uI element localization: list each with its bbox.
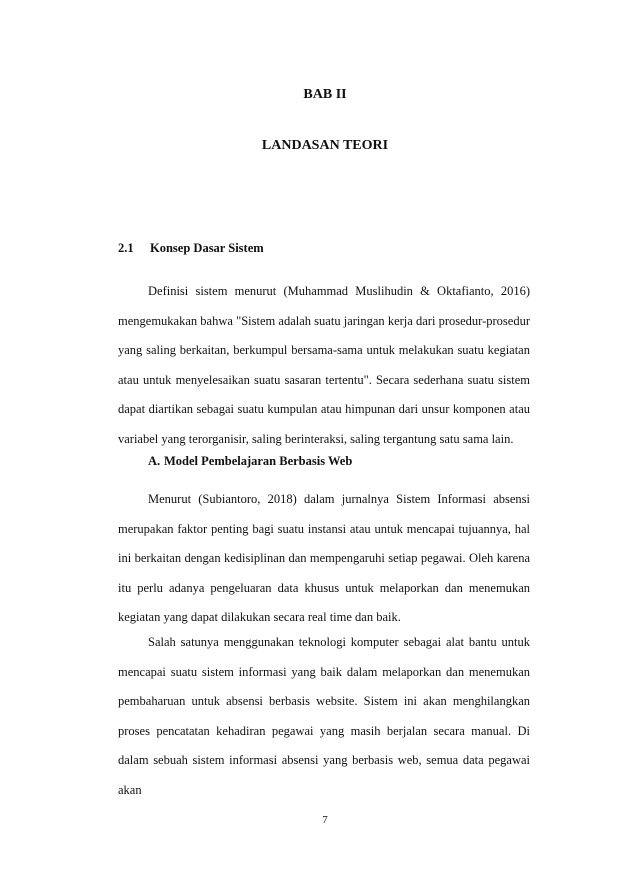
paragraph-absensi: Menurut (Subiantoro, 2018) dalam jurnalnya Sistem Informasi absensi merupakan faktor penting bagi suatu instansi atau untuk mencapai tujuannya, hal ini berkaitan dengan kedisiplinan dan mempengaruhi setiap pegawai. Oleh karena itu perlu adanya pengeluaran data khusus untuk melaporkan dan menemukan kegiatan yang dapat dilakukan secara real time dan baik. <box>118 492 530 624</box>
subsection-number: A. <box>148 454 161 468</box>
subsection-title: Model Pembelajaran Berbasis Web <box>164 454 353 468</box>
subsection-heading <box>148 454 352 469</box>
paragraph-teknologi: Salah satunya menggunakan teknologi komputer sebagai alat bantu untuk mencapai suatu sistem informasi yang baik dalam melaporkan dan menemukan pembaharuan untuk absensi berbasis website. Sistem ini akan menghilangkan proses pencatatan kehadiran pegawai yang masih berjalan secara manual. Di dalam sebuah sistem informasi absensi yang berbasis web, semua data pegawai akan <box>118 635 530 797</box>
section-number: 2.1 <box>118 241 134 255</box>
paragraph-definition: Definisi sistem menurut (Muhammad Muslihudin & Oktafianto, 2016) mengemukakan bahwa "Sistem adalah suatu jaringan kerja dari prosedur-prosedur yang saling berkaitan, berkumpul bersama-sama untuk melakukan suatu kegiatan atau untuk menyelesaikan suatu sasaran tertentu". Secara sederhana suatu sistem dapat diartikan sebagai suatu kumpulan atau himpunan dari unsur komponen atau variabel yang terorganisir, saling berinteraksi, saling tergantung satu sama lain. <box>118 284 530 446</box>
chapter-title: LANDASAN TEORI <box>261 138 389 153</box>
section-heading <box>118 241 264 256</box>
chapter-label: BAB II <box>303 87 347 102</box>
page-number: 7 <box>322 814 328 826</box>
section-title: Konsep Dasar Sistem <box>150 241 264 255</box>
